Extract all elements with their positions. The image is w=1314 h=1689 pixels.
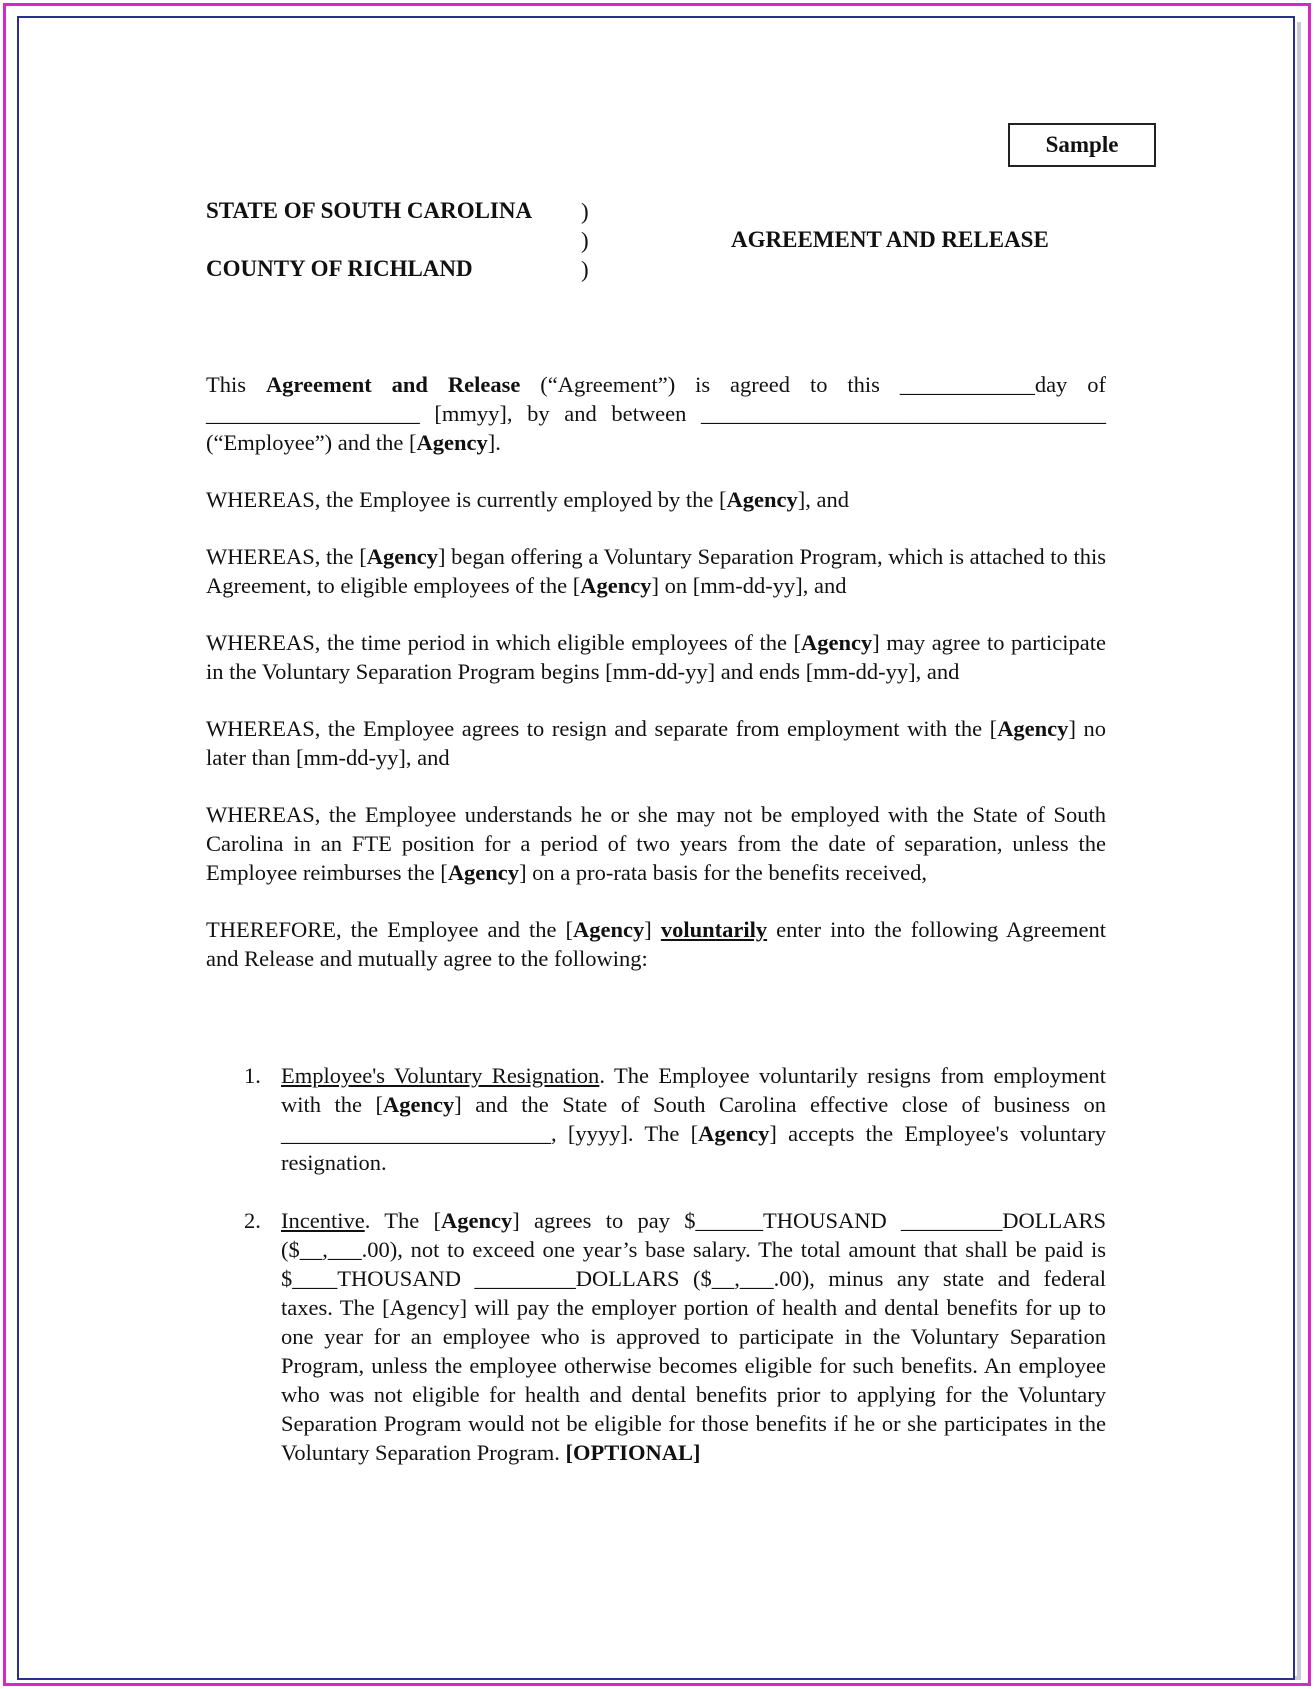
sample-stamp: Sample	[1008, 123, 1156, 167]
w1-text-1: WHEREAS, the Employee is currently employed by the [	[206, 487, 727, 512]
w5-bold-1: Agency	[447, 860, 520, 885]
item2-bold-1: Agency	[440, 1208, 513, 1233]
intro-text-1: This	[206, 372, 266, 397]
w1-text-2: ], and	[797, 487, 849, 512]
w2-text-2: ] began offering a Voluntary Separation Program, which is attached to this Agreement, to eligible employees of the [	[206, 544, 1107, 598]
w1-bold-1: Agency	[726, 487, 798, 512]
w3-text-2: ] may agree to participate in the Voluntary Separation Program begins [mm-dd-yy] and ends [mm-dd-yy], and	[206, 630, 1106, 684]
intro-paragraph	[206, 370, 1106, 457]
list-item-heading: Incentive	[281, 1208, 365, 1233]
list-item-heading: Employee's Voluntary Resignation	[281, 1063, 600, 1088]
w2-text-1: WHEREAS, the [	[206, 544, 367, 569]
item1-text-3: ] accepts the Employee's voluntary resignation.	[281, 1121, 1106, 1175]
therefore-voluntarily: voluntarily	[660, 917, 768, 942]
item1-text-1: . The Employee voluntarily resigns from employment with the [	[281, 1063, 1106, 1117]
list-item	[206, 1206, 1106, 1467]
page-shadow-right	[1297, 22, 1301, 1680]
list-item-number: 2.	[244, 1208, 261, 1233]
caption-paren-3: )	[581, 257, 589, 282]
caption-state: STATE OF SOUTH CAROLINA	[206, 198, 533, 223]
numbered-list	[206, 1061, 1106, 1496]
whereas-paragraph-4	[206, 714, 1106, 772]
w3-text-1: WHEREAS, the time period in which eligible employees of the [	[206, 630, 802, 655]
document-body	[206, 370, 1106, 1001]
therefore-text-1: THEREFORE, the Employee and the [	[206, 917, 574, 942]
w2-text-3: ] on [mm-dd-yy], and	[651, 573, 847, 598]
whereas-paragraph-1	[206, 485, 1106, 514]
intro-text-2: (“Agreement”) is agreed to this ____________day of ___________________ [mmyy], by and between ____________________________________ (“Employee”) and the [	[206, 372, 1106, 455]
list-item	[206, 1061, 1106, 1177]
intro-bold-1: Agreement and Release	[265, 372, 521, 397]
therefore-bold-1: Agency	[573, 917, 645, 942]
whereas-paragraph-5	[206, 800, 1106, 887]
w2-bold-1: Agency	[366, 544, 438, 569]
caption-county: COUNTY OF RICHLAND	[206, 256, 473, 281]
therefore-text-3: enter into the following Agreement and Release and mutually agree to the following:	[206, 917, 1106, 971]
w4-bold-1: Agency	[997, 716, 1069, 741]
caption-paren-1: )	[581, 199, 589, 224]
w5-text-1: WHEREAS, the Employee understands he or she may not be employed with the State of South Carolina in an FTE position for a period of two years from the date of separation, unless the Employee reimburses the [	[206, 802, 1106, 885]
item1-bold-2: Agency	[698, 1121, 770, 1146]
list-item-number: 1.	[244, 1063, 261, 1088]
w4-text-2: ] no later than [mm-dd-yy], and	[206, 716, 1106, 770]
intro-text-3: ].	[487, 430, 501, 455]
w3-bold-1: Agency	[801, 630, 873, 655]
whereas-paragraph-3	[206, 628, 1106, 686]
w2-bold-2: Agency	[580, 573, 652, 598]
therefore-text-2: ]	[644, 917, 661, 942]
w4-text-1: WHEREAS, the Employee agrees to resign and separate from employment with the [	[206, 716, 998, 741]
whereas-paragraph-2	[206, 542, 1106, 600]
intro-bold-2: Agency	[416, 430, 488, 455]
list-item-body	[281, 1061, 1106, 1177]
w5-text-2: ] on a pro-rata basis for the benefits received,	[519, 860, 928, 885]
caption-paren-2: )	[581, 228, 589, 253]
therefore-paragraph	[206, 915, 1106, 973]
list-item-body	[281, 1206, 1106, 1467]
item2-text-2: ] agrees to pay $______THOUSAND _________DOLLARS ($__,___.00), not to exceed one year’s base salary. The total amount that shall be paid is $____THOUSAND _________DOLLARS ($__,___.00), minus any state and federal taxes. The [Agency] will pay the employer portion of health and dental benefits for up to one year for an employee who is approved to participate in the Voluntary Separation Program, unless the employee otherwise becomes eligible for such benefits. An employee who was not eligible for health and dental benefits prior to applying for the Voluntary Separation Program would not be eligible for those benefits if he or she participates in the Voluntary Separation Program.	[281, 1208, 1106, 1465]
document-title: AGREEMENT AND RELEASE	[731, 227, 1049, 252]
item2-optional: [OPTIONAL]	[565, 1440, 701, 1465]
item2-text-1: . The [	[364, 1208, 441, 1233]
item1-bold-1: Agency	[383, 1092, 455, 1117]
item1-text-2: ] and the State of South Carolina effective close of business on ________________________, [yyyy]. The [	[281, 1092, 1106, 1146]
